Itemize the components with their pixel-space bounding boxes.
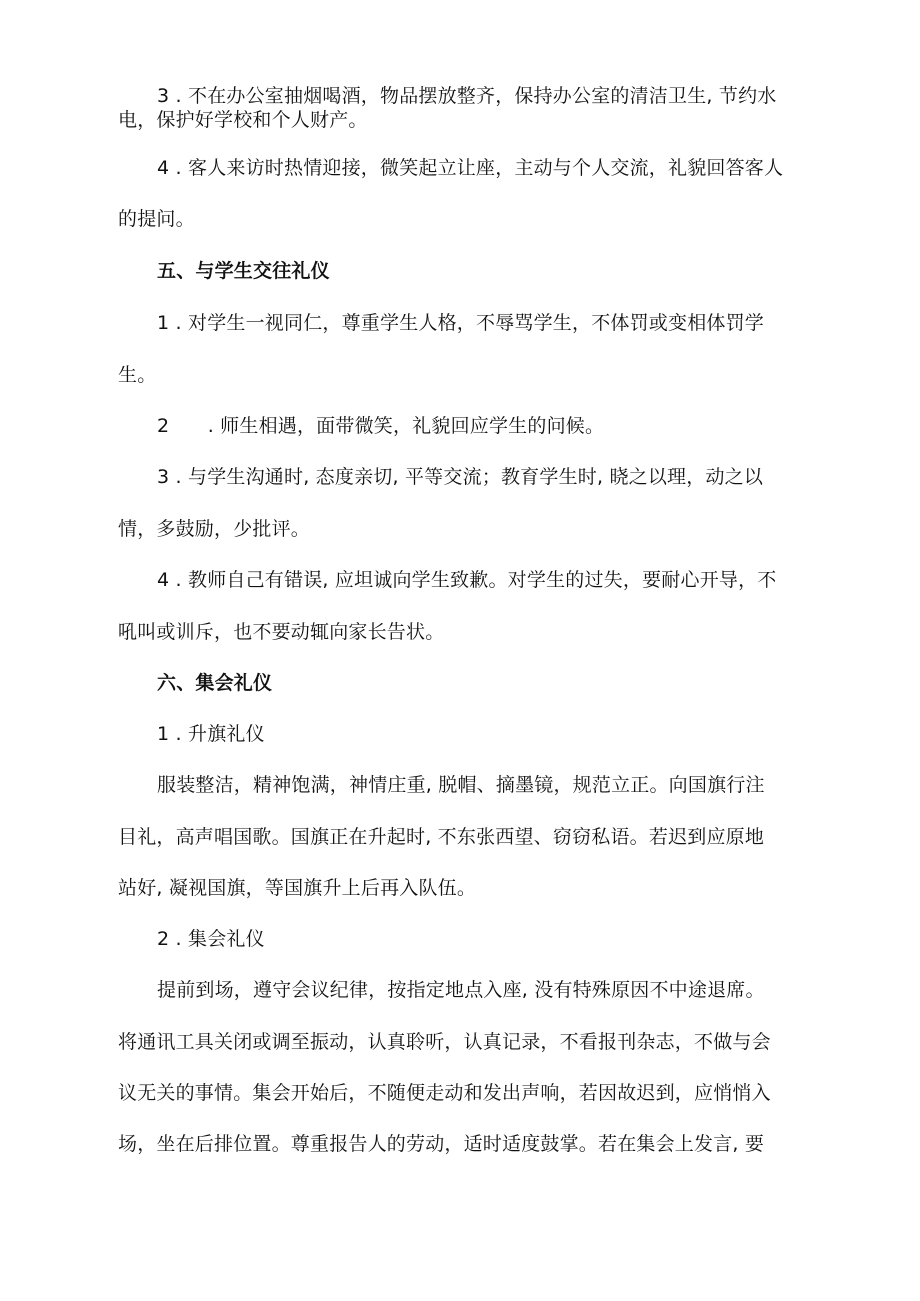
paragraph-assembly-cont-2: 议无关的事情。集会开始后，不随便走动和发出声响，若因故迟到，应悄悄入 [118,1082,771,1104]
paragraph-student-rule-2: 2 . 师生相遇，面带微笑，礼貌回应学生的问候。 [157,415,605,437]
paragraph-office-rule-4: 4 . 客人来访时热情迎接，微笑起立让座，主动与个人交流，礼貌回答客人 [157,157,784,179]
paragraph-assembly-cont-1: 将通讯工具关闭或调至振动，认真聆听，认真记录，不看报刊杂志，不做与会 [118,1031,771,1053]
paragraph-student-rule-1-cont: 生。 [118,364,157,386]
paragraph-student-rule-1: 1 . 对学生一视同仁，尊重学生人格，不辱骂学生，不体罚或变相体罚学 [157,312,765,334]
paragraph-office-rule-3: 3 . 不在办公室抽烟喝酒，物品摆放整齐，保持办公室的清洁卫生, 节约水 [157,85,777,107]
section-heading-student-etiquette: 五、与学生交往礼仪 [157,260,330,282]
paragraph-flag-raising-cont-1: 目礼，高声唱国歌。国旗正在升起时, 不东张西望、窃窃私语。若迟到应原地 [118,826,765,848]
paragraph-student-rule-3: 3 . 与学生沟通时, 态度亲切, 平等交流；教育学生时, 晓之以理，动之以 [157,466,764,488]
paragraph-assembly: 提前到场，遵守会议纪律，按指定地点入座, 没有特殊原因不中途退席。 [157,979,765,1001]
paragraph-flag-raising: 服装整洁，精神饱满，神情庄重, 脱帽、摘墨镜，规范立正。向国旗行注 [157,774,765,796]
subheading-assembly: 2 . 集会礼仪 [157,928,265,950]
paragraph-student-rule-3-cont: 情，多鼓励，少批评。 [118,518,311,540]
subheading-flag-raising: 1 . 升旗礼仪 [157,723,265,745]
paragraph-student-rule-4: 4 . 教师自己有错误, 应坦诚向学生致歉。对学生的过失，要耐心开导，不 [157,569,777,591]
paragraph-office-rule-3-cont: 电，保护好学校和个人财产。 [118,109,368,131]
paragraph-flag-raising-cont-2: 站好, 凝视国旗，等国旗升上后再入队伍。 [118,877,477,899]
paragraph-office-rule-4-cont: 的提问。 [118,208,195,230]
paragraph-assembly-cont-3: 场，坐在后排位置。尊重报告人的劳动，适时适度鼓掌。若在集会上发言, 要 [118,1133,765,1155]
section-heading-assembly-etiquette: 六、集会礼仪 [157,672,273,694]
paragraph-student-rule-4-cont: 吼叫或训斥，也不要动辄向家长告状。 [118,621,445,643]
